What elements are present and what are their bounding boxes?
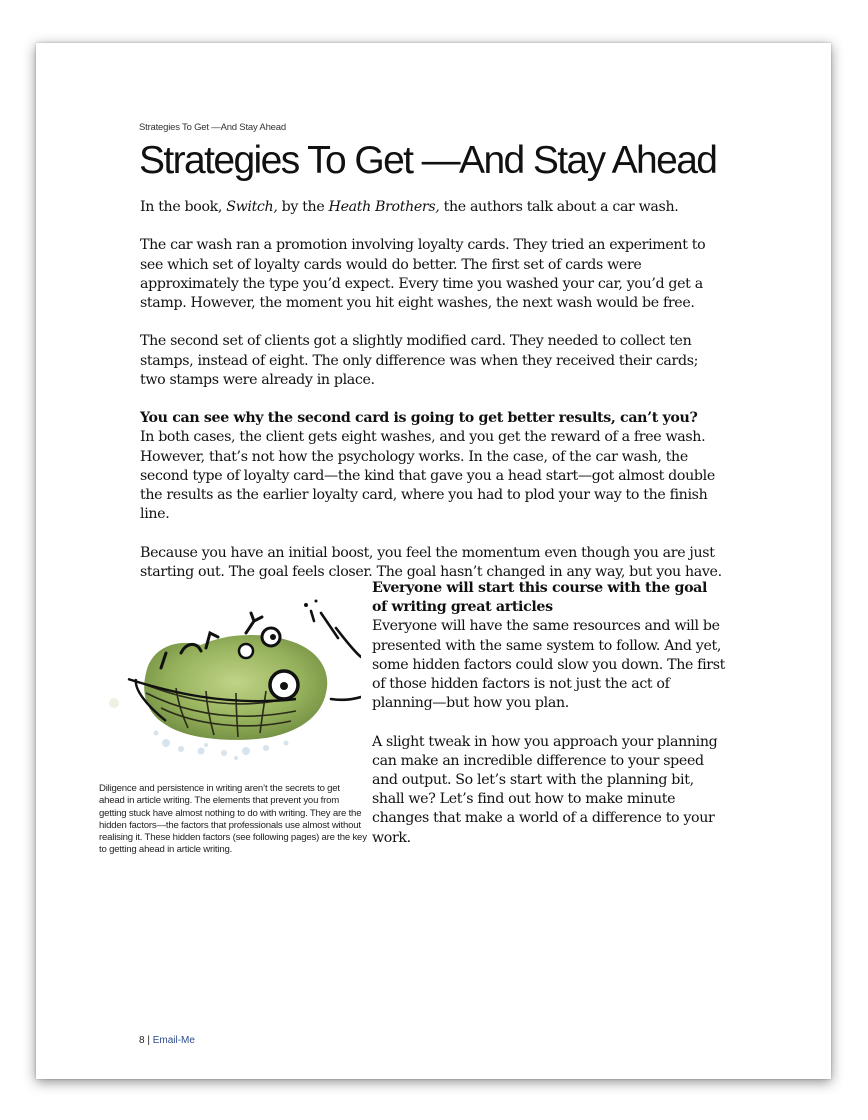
p1-text-a: In the book, [140, 199, 227, 215]
column-heading: Everyone will start this course with the goal of writing great articles [372, 580, 708, 616]
illustration-caption: Diligence and persistence in writing aren’t the secrets to get ahead in article writing. The elements that prevent you from getting stuck have almost nothing to do with writing. They are the hidden factors—the factors that professionals use almost without realising it. These hidden factors (see following pages) are the key to getting ahead in article writing. [99, 783, 367, 856]
page-title: Strategies To Get —And Stay Ahead [139, 139, 717, 182]
document-page [36, 43, 831, 1079]
page-footer [139, 1035, 195, 1046]
page-number: 8 [139, 1035, 145, 1046]
blob-body [144, 635, 327, 740]
p1-text-c: by the [277, 199, 329, 215]
footer-separator: | [144, 1035, 153, 1046]
paragraph-4 [140, 409, 725, 524]
book-title-switch: Switch, [226, 199, 278, 215]
paragraph-2: The car wash ran a promotion involving loyalty cards. They tried an experiment to see which set of loyalty cards would do better. The first set of cards were approximately the type you’d expect. Every time you washed your car, you’d get a stamp. However, the moment you hit eight washes, the next wash would be free. [140, 237, 706, 311]
paragraph-3: The second set of clients got a slightly modified card. They needed to collect ten stamps, instead of eight. The only difference was when they received their cards; two stamps were already in place. [140, 333, 699, 388]
column-paragraph-1-text: Everyone will have the same resources and will be presented with the same system to follow. And yet, some hidden factors could slow you down. The first of those hidden factors is not just the act of planning—but how you plan. [372, 618, 725, 712]
right-column-text [372, 579, 726, 867]
paragraph-4-heading: You can see why the second card is going to get better results, can’t you? [140, 410, 698, 427]
main-body-text [140, 198, 725, 601]
paragraph-5: Because you have an initial boost, you feel the momentum even though you are just starting out. The goal feels closer. The goal hasn’t changed in any way, but you have. [140, 544, 722, 580]
green-blob-creature-illustration [106, 593, 361, 763]
paragraph-1 [140, 198, 725, 217]
p1-text-e: the authors talk about a car wash. [439, 199, 679, 215]
paragraph-4-text: In both cases, the client gets eight washes, and you get the reward of a free wash. However, that’s not how the psychology works. In the case, of the car wash, the second type of loyalty card—the kind that gave you a head start—got almost double the results as the earlier loyalty card, where you had to plod your way to the finish line. [140, 429, 715, 523]
column-paragraph-1 [372, 579, 726, 713]
column-paragraph-2: A slight tweak in how you approach your planning can make an incredible difference to your speed and output. So let’s start with the planning bit, shall we? Let’s find out how to make minute changes that make a world of a difference to your work. [372, 733, 718, 846]
author-heath-brothers: Heath Brothers, [328, 199, 440, 215]
eye-small [239, 644, 253, 658]
email-me-link[interactable]: Email-Me [152, 1035, 195, 1046]
running-head: Strategies To Get —And Stay Ahead [139, 122, 286, 133]
